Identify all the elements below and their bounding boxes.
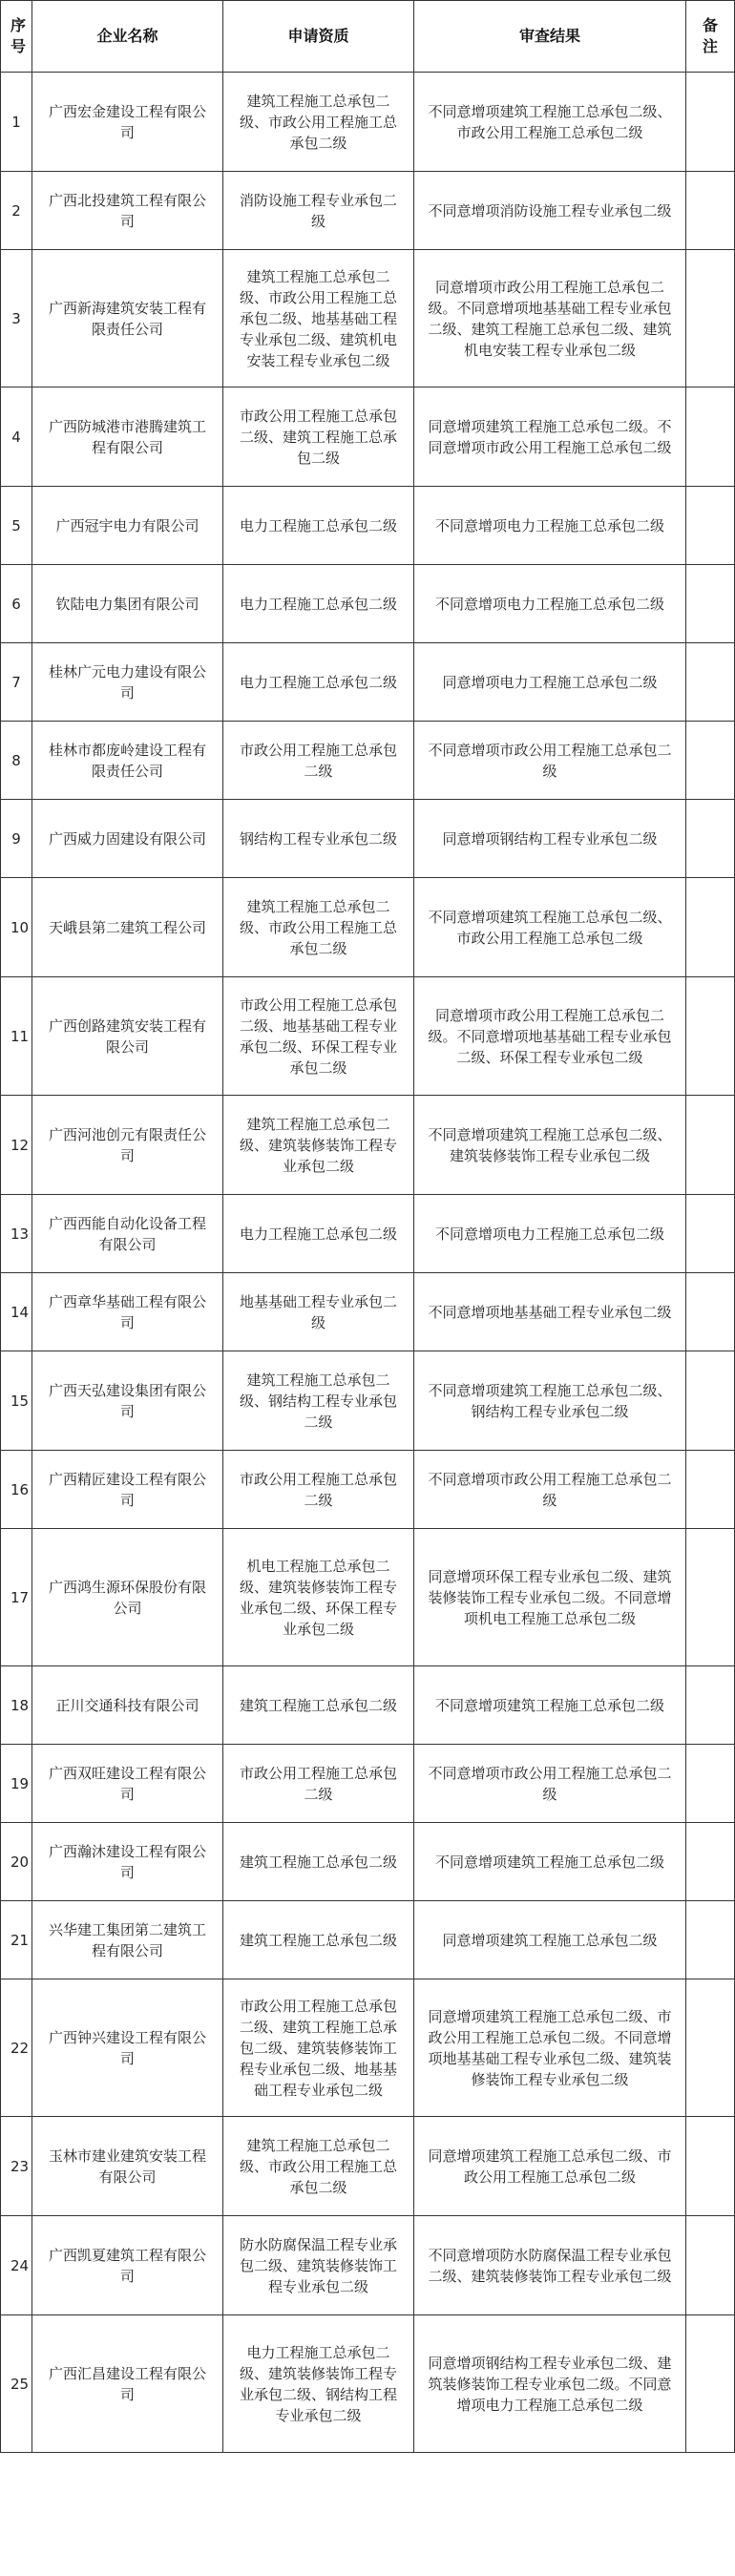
row-seq: 10 [1,878,32,977]
table-row [1,2216,735,2315]
row-result: 同意增项市政公用工程施工总承包二级。不同意增项地基基础工程专业承包二级、建筑工程施工总承包二级、建筑机电安装工程专业承包二级 [414,250,686,387]
row-result: 不同意增项市政公用工程施工总承包二级 [414,722,686,800]
row-company: 钦陆电力集团有限公司 [32,565,223,643]
row-qualification: 建筑工程施工总承包二级、钢结构工程专业承包二级 [223,1351,414,1451]
row-seq: 23 [1,2117,32,2216]
row-note [686,1273,735,1351]
table-row [1,1901,735,1979]
row-company: 广西双旺建设工程有限公司 [32,1745,223,1823]
row-qualification: 机电工程施工总承包二级、建筑装修装饰工程专业承包二级、环保工程专业承包二级 [223,1529,414,1666]
table-row [1,878,735,977]
row-seq: 14 [1,1273,32,1351]
table-row [1,2315,735,2453]
row-result: 同意增项钢结构工程专业承包二级 [414,800,686,878]
row-result: 不同意增项电力工程施工总承包二级 [414,1195,686,1273]
row-company: 广西瀚沐建设工程有限公司 [32,1823,223,1901]
row-qualification: 市政公用工程施工总承包二级 [223,722,414,800]
row-qualification: 建筑工程施工总承包二级、建筑装修装饰工程专业承包二级 [223,1096,414,1195]
row-note [686,1979,735,2117]
row-qualification: 建筑工程施工总承包二级、市政公用工程施工总承包二级 [223,73,414,172]
row-result: 不同意增项建筑工程施工总承包二级 [414,1666,686,1745]
table-row [1,1529,735,1666]
row-note [686,977,735,1096]
table-row [1,643,735,722]
table-row [1,800,735,878]
row-company: 桂林广元电力建设有限公司 [32,643,223,722]
row-qualification: 市政公用工程施工总承包二级 [223,1451,414,1529]
row-note [686,2315,735,2453]
row-result: 同意增项电力工程施工总承包二级 [414,643,686,722]
row-company: 广西西能自动化设备工程有限公司 [32,1195,223,1273]
row-note [686,722,735,800]
row-result: 不同意增项市政公用工程施工总承包二级 [414,1451,686,1529]
row-seq: 20 [1,1823,32,1901]
row-seq: 12 [1,1096,32,1195]
row-qualification: 建筑工程施工总承包二级、市政公用工程施工总承包二级、地基基础工程专业承包二级、建筑机电安装工程专业承包二级 [223,250,414,387]
row-qualification: 市政公用工程施工总承包二级、地基基础工程专业承包二级、环保工程专业承包二级 [223,977,414,1096]
table-row [1,1351,735,1451]
row-company: 广西宏金建设工程有限公司 [32,73,223,172]
row-note [686,1901,735,1979]
row-note [686,1823,735,1901]
row-result: 不同意增项建筑工程施工总承包二级、市政公用工程施工总承包二级 [414,73,686,172]
row-note [686,565,735,643]
row-result: 不同意增项建筑工程施工总承包二级 [414,1823,686,1901]
row-company: 天峨县第二建筑工程公司 [32,878,223,977]
row-result: 不同意增项电力工程施工总承包二级 [414,487,686,565]
table-row [1,1979,735,2117]
row-result: 不同意增项建筑工程施工总承包二级、市政公用工程施工总承包二级 [414,878,686,977]
table-row [1,387,735,487]
row-seq: 19 [1,1745,32,1823]
row-company: 广西新海建筑安装工程有限责任公司 [32,250,223,387]
row-company: 正川交通科技有限公司 [32,1666,223,1745]
row-result: 不同意增项地基基础工程专业承包二级 [414,1273,686,1351]
row-note [686,2216,735,2315]
row-qualification: 电力工程施工总承包二级 [223,565,414,643]
row-seq: 21 [1,1901,32,1979]
row-seq: 9 [1,800,32,878]
row-seq: 1 [1,73,32,172]
row-result: 不同意增项消防设施工程专业承包二级 [414,172,686,250]
header-seq: 序号 [1,1,32,73]
row-company: 广西凯夏建筑工程有限公司 [32,2216,223,2315]
row-seq: 7 [1,643,32,722]
row-qualification: 建筑工程施工总承包二级、市政公用工程施工总承包二级 [223,878,414,977]
table-body [1,73,735,2453]
row-note [686,643,735,722]
table-row [1,1273,735,1351]
row-company: 兴华建工集团第二建筑工程有限公司 [32,1901,223,1979]
row-note [686,487,735,565]
row-qualification: 建筑工程施工总承包二级 [223,1666,414,1745]
table-row [1,2117,735,2216]
header-company: 企业名称 [32,1,223,73]
row-note [686,1666,735,1745]
row-seq: 13 [1,1195,32,1273]
row-note [686,250,735,387]
row-company: 广西防城港市港腾建筑工程有限公司 [32,387,223,487]
row-qualification: 电力工程施工总承包二级 [223,643,414,722]
row-company: 广西北投建筑工程有限公司 [32,172,223,250]
row-seq: 18 [1,1666,32,1745]
row-result: 同意增项钢结构工程专业承包二级、建筑装修装饰工程专业承包二级。不同意增项电力工程施工总承包二级 [414,2315,686,2453]
row-note [686,73,735,172]
row-note [686,878,735,977]
row-company: 广西河池创元有限责任公司 [32,1096,223,1195]
row-note [686,1451,735,1529]
row-result: 同意增项环保工程专业承包二级、建筑装修装饰工程专业承包二级。不同意增项机电工程施工总承包二级 [414,1529,686,1666]
row-qualification: 电力工程施工总承包二级 [223,487,414,565]
row-seq: 24 [1,2216,32,2315]
row-company: 广西威力固建设有限公司 [32,800,223,878]
row-result: 不同意增项市政公用工程施工总承包二级 [414,1745,686,1823]
table-row [1,722,735,800]
row-qualification: 消防设施工程专业承包二级 [223,172,414,250]
row-seq: 11 [1,977,32,1096]
row-note [686,1745,735,1823]
row-result: 不同意增项建筑工程施工总承包二级、建筑装修装饰工程专业承包二级 [414,1096,686,1195]
row-company: 玉林市建业建筑安装工程有限公司 [32,2117,223,2216]
row-qualification: 建筑工程施工总承包二级 [223,1901,414,1979]
row-result: 同意增项市政公用工程施工总承包二级。不同意增项地基基础工程专业承包二级、环保工程专业承包二级 [414,977,686,1096]
row-seq: 5 [1,487,32,565]
row-qualification: 电力工程施工总承包二级、建筑装修装饰工程专业承包二级、钢结构工程专业承包二级 [223,2315,414,2453]
row-qualification: 建筑工程施工总承包二级、市政公用工程施工总承包二级 [223,2117,414,2216]
row-result: 不同意增项电力工程施工总承包二级 [414,565,686,643]
row-qualification: 电力工程施工总承包二级 [223,1195,414,1273]
row-company: 广西冠宇电力有限公司 [32,487,223,565]
row-note [686,172,735,250]
row-seq: 22 [1,1979,32,2117]
row-seq: 16 [1,1451,32,1529]
table-row [1,73,735,172]
row-company: 广西钟兴建设工程有限公司 [32,1979,223,2117]
row-seq: 15 [1,1351,32,1451]
row-qualification: 市政公用工程施工总承包二级 [223,1745,414,1823]
row-result: 不同意增项防水防腐保温工程专业承包二级、建筑装修装饰工程专业承包二级 [414,2216,686,2315]
row-note [686,2117,735,2216]
header-note: 备注 [686,1,735,73]
table-row [1,1745,735,1823]
row-result: 不同意增项建筑工程施工总承包二级、钢结构工程专业承包二级 [414,1351,686,1451]
row-qualification: 地基基础工程专业承包二级 [223,1273,414,1351]
header-qualification: 申请资质 [223,1,414,73]
row-qualification: 市政公用工程施工总承包二级、建筑工程施工总承包二级 [223,387,414,487]
row-note [686,800,735,878]
row-seq: 6 [1,565,32,643]
row-note [686,1096,735,1195]
row-seq: 4 [1,387,32,487]
row-seq: 8 [1,722,32,800]
row-company: 广西创路建筑安装工程有限公司 [32,977,223,1096]
row-company: 广西章华基础工程有限公司 [32,1273,223,1351]
table-row [1,1096,735,1195]
row-qualification: 市政公用工程施工总承包二级、建筑工程施工总承包二级、建筑装修装饰工程专业承包二级、地基基础工程专业承包二级 [223,1979,414,2117]
row-company: 广西天弘建设集团有限公司 [32,1351,223,1451]
table-header-row [1,1,735,73]
row-seq: 3 [1,250,32,387]
header-result: 审查结果 [414,1,686,73]
table-row [1,977,735,1096]
row-result: 同意增项建筑工程施工总承包二级、市政公用工程施工总承包二级。不同意增项地基基础工程专业承包二级、建筑装修装饰工程专业承包二级 [414,1979,686,2117]
row-seq: 25 [1,2315,32,2453]
row-note [686,1195,735,1273]
row-note [686,1529,735,1666]
table-row [1,1666,735,1745]
row-company: 广西汇昌建设工程有限公司 [32,2315,223,2453]
table-row [1,1823,735,1901]
row-seq: 2 [1,172,32,250]
table-row [1,1451,735,1529]
row-result: 同意增项建筑工程施工总承包二级。不同意增项市政公用工程施工总承包二级 [414,387,686,487]
row-result: 同意增项建筑工程施工总承包二级、市政公用工程施工总承包二级 [414,2117,686,2216]
row-company: 广西精匠建设工程有限公司 [32,1451,223,1529]
table-row [1,565,735,643]
table-row [1,172,735,250]
row-note [686,1351,735,1451]
table-row [1,487,735,565]
row-qualification: 防水防腐保温工程专业承包二级、建筑装修装饰工程专业承包二级 [223,2216,414,2315]
row-qualification: 钢结构工程专业承包二级 [223,800,414,878]
row-seq: 17 [1,1529,32,1666]
row-company: 桂林市都庞岭建设工程有限责任公司 [32,722,223,800]
table-row [1,1195,735,1273]
row-result: 同意增项建筑工程施工总承包二级 [414,1901,686,1979]
row-note [686,387,735,487]
row-company: 广西鸿生源环保股份有限公司 [32,1529,223,1666]
table-row [1,250,735,387]
row-qualification: 建筑工程施工总承包二级 [223,1823,414,1901]
